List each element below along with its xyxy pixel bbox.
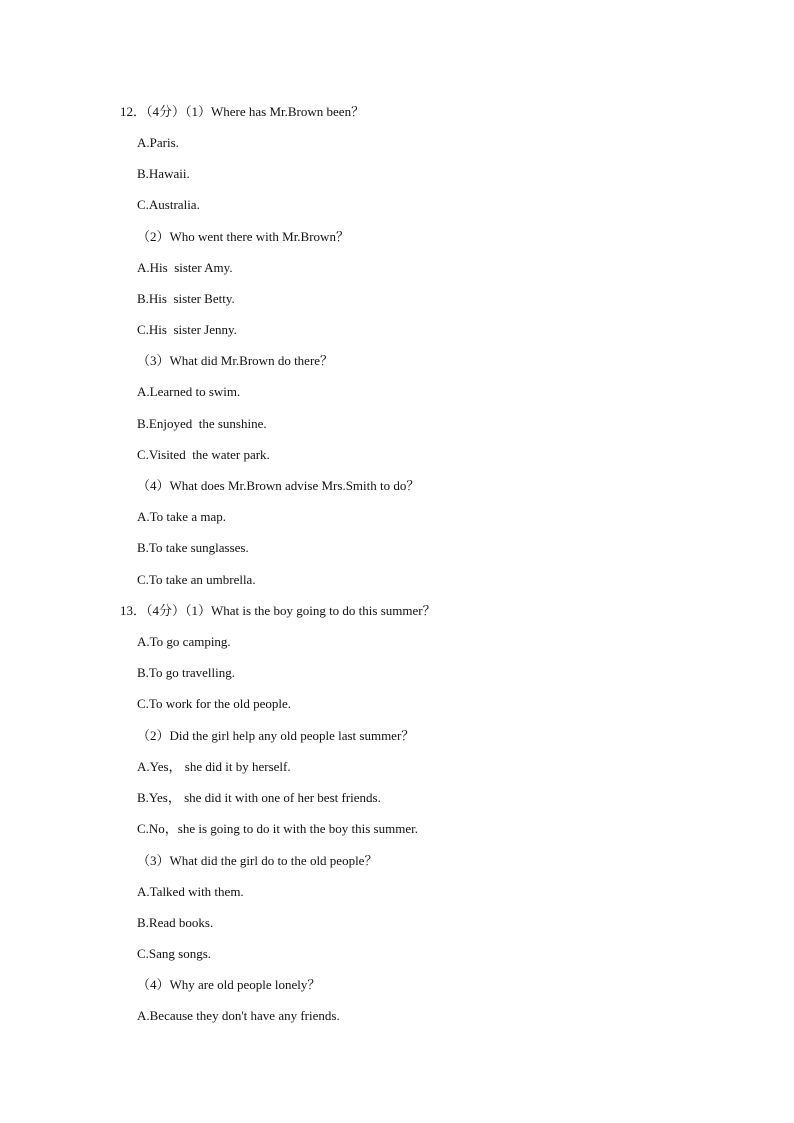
q12-2-option-a: A.His sister Amy.: [137, 260, 233, 275]
q13-4-option-a: A.Because they don't have any friends.: [137, 1008, 340, 1023]
q12-3-option-b: B.Enjoyed the sunshine.: [137, 416, 267, 431]
q12-4-option-b: B.To take sunglasses.: [137, 540, 249, 555]
q12-1-option-a: A.Paris.: [137, 135, 179, 150]
q13-3-option-b: B.Read books.: [137, 915, 214, 930]
q13-1-option-c: C.To work for the old people.: [137, 696, 291, 711]
q12-3-option-c: C.Visited the water park.: [137, 447, 270, 462]
q12-3-option-a: A.Learned to swim.: [137, 384, 241, 399]
q12-2-option-c: C.His sister Jenny.: [137, 322, 237, 337]
q12-4-option-a: A.To take a map.: [137, 509, 226, 524]
question-12-header: 12．（4分）（1）Where has Mr.Brown been？: [120, 104, 365, 119]
q13-1-option-b: B.To go travelling.: [137, 665, 236, 680]
q12-sub-question-3: （3）What did Mr.Brown do there？: [137, 353, 334, 368]
q13-3-option-c: C.Sang songs.: [137, 946, 212, 961]
q13-sub-question-4: （4）Why are old people lonely？: [137, 977, 321, 992]
q12-1-option-c: C.Australia.: [137, 197, 200, 212]
q12-sub-question-2: （2）Who went there with Mr.Brown？: [137, 229, 349, 244]
q12-4-option-c: C.To take an umbrella.: [137, 572, 256, 587]
q13-2-option-b: B.Yes， she did it with one of her best friends.: [137, 790, 381, 805]
question-13-header: 13．（4分）（1）What is the boy going to do this summer？: [120, 603, 436, 618]
q13-sub-question-2: （2）Did the girl help any old people last summer？: [137, 728, 415, 743]
q12-sub-question-4: （4）What does Mr.Brown advise Mrs.Smith to do？: [137, 478, 420, 493]
q13-sub-question-3: （3）What did the girl do to the old people？: [137, 853, 378, 868]
q13-2-option-a: A.Yes， she did it by herself.: [137, 759, 291, 774]
q13-3-option-a: A.Talked with them.: [137, 884, 244, 899]
q13-2-option-c: C.No，she is going to do it with the boy this summer.: [137, 821, 418, 836]
q12-2-option-b: B.His sister Betty.: [137, 291, 235, 306]
q12-1-option-b: B.Hawaii.: [137, 166, 190, 181]
q13-1-option-a: A.To go camping.: [137, 634, 231, 649]
